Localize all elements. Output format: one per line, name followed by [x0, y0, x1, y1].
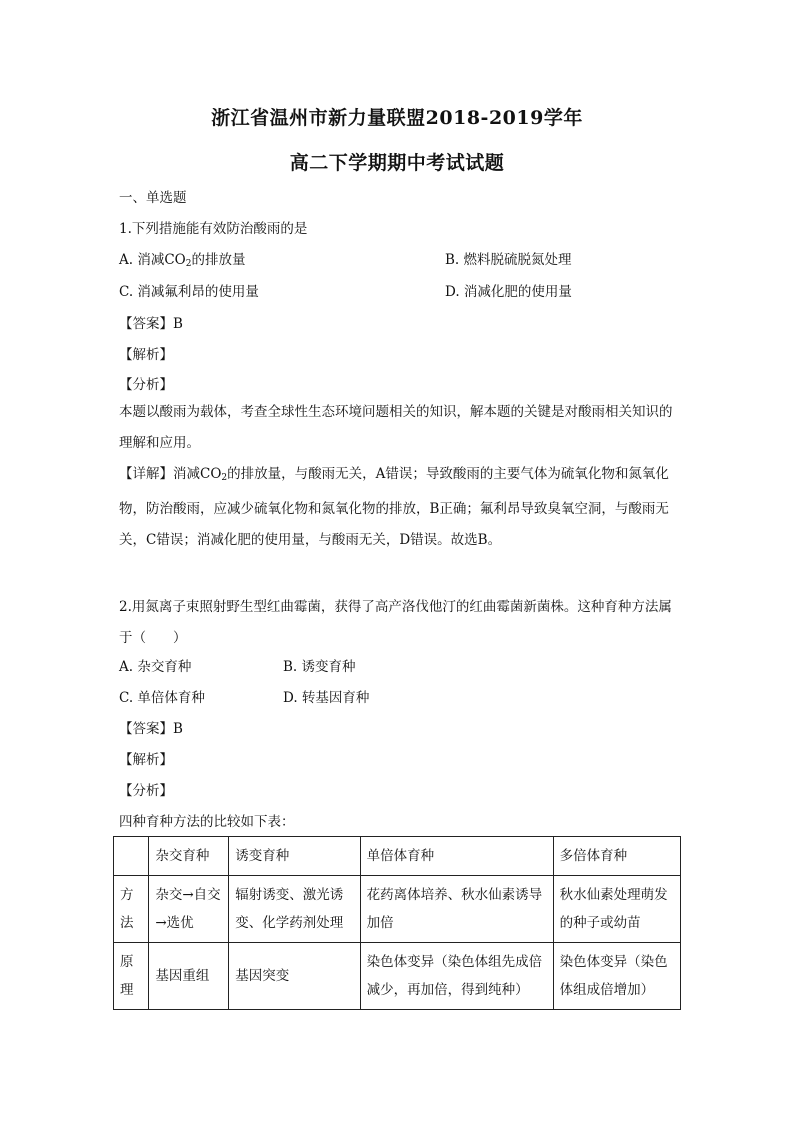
q2-table-intro: 四种育种方法的比较如下表：	[119, 814, 295, 830]
q1-fenxi-label: 【分析】	[119, 377, 173, 393]
table-row	[114, 943, 681, 1010]
q1-stem: 1.下列措施能有效防治酸雨的是	[119, 221, 308, 237]
breeding-comparison-table	[113, 836, 681, 1010]
q1-option-c: C. 消减氟利昂的使用量	[119, 284, 259, 300]
q1-detail-text: 【详解】消减CO	[119, 466, 222, 482]
q1-detail	[119, 459, 679, 556]
q1-analysis-label: 【解析】	[119, 347, 173, 363]
q2-option-d: D. 转基因育种	[283, 690, 370, 706]
table-header-row	[114, 837, 681, 876]
table-cell: 染色体变异（染色体组先成倍减少，再加倍，得到纯种）	[360, 943, 553, 1010]
table-cell: 杂交→自交→选优	[149, 876, 229, 943]
table-header-cell: 杂交育种	[149, 837, 229, 876]
section-heading: 一、单选题	[119, 190, 187, 206]
q2-stem: 2.用氮离子束照射野生型红曲霉菌，获得了高产洛伐他汀的红曲霉菌新菌株。这种育种方法属于（ ）	[119, 599, 672, 646]
table-cell: 方法	[114, 876, 149, 943]
table-cell: 原理	[114, 943, 149, 1010]
table-header-cell: 多倍体育种	[553, 837, 680, 876]
table-cell: 基因突变	[229, 943, 360, 1010]
table-cell: 花药离体培养、秋水仙素诱导加倍	[360, 876, 553, 943]
q1-option-a-subscript: 2	[185, 259, 192, 269]
q1-option-a-suffix: 的排放量	[191, 252, 246, 268]
document-title-line1: 浙江省温州市新力量联盟2018-2019学年	[211, 107, 583, 129]
q2-option-a: A. 杂交育种	[119, 659, 192, 675]
table-cell: 秋水仙素处理萌发的种子或幼苗	[553, 876, 680, 943]
q2-analysis-label: 【解析】	[119, 752, 173, 768]
table-header-cell: 诱变育种	[229, 837, 360, 876]
table-cell: 染色体变异（染色体组成倍增加）	[553, 943, 680, 1010]
table-row	[114, 876, 681, 943]
q1-detail-suffix: 的排放量，与酸雨无关，A错误；导致酸雨的主要气体为硫氧化物和氮氧化物，防治酸雨，应减少硫氧化物和氮氧化物的排放，B正确；氟利昂导致臭氧空洞，与酸雨无关，C错误；消减化肥的使用量，与酸雨无关，D错误。故选B。	[119, 466, 669, 548]
q1-option-d: D. 消减化肥的使用量	[445, 284, 572, 300]
document-title-line2: 高二下学期期中考试试题	[289, 152, 505, 174]
q2-option-c: C. 单倍体育种	[119, 690, 205, 706]
q1-option-b: B. 燃料脱硫脱氮处理	[445, 252, 572, 268]
q1-detail-subscript: 2	[221, 473, 228, 483]
q1-fenxi-text: 本题以酸雨为载体，考查全球性生态环境问题相关的知识，解本题的关键是对酸雨相关知识的理解和应用。	[119, 404, 673, 451]
table-header-cell: 单倍体育种	[360, 837, 553, 876]
table-cell: 辐射诱变、激光诱变、化学药剂处理	[229, 876, 360, 943]
table-header-cell	[114, 837, 149, 876]
q1-option-a-text: A. 消减CO	[119, 252, 186, 268]
q2-answer: 【答案】B	[119, 721, 183, 737]
table-cell: 基因重组	[149, 943, 229, 1010]
q2-fenxi-label: 【分析】	[119, 783, 173, 799]
q1-answer: 【答案】B	[119, 316, 183, 332]
q2-option-b: B. 诱变育种	[283, 659, 356, 675]
q1-option-a	[119, 248, 245, 269]
